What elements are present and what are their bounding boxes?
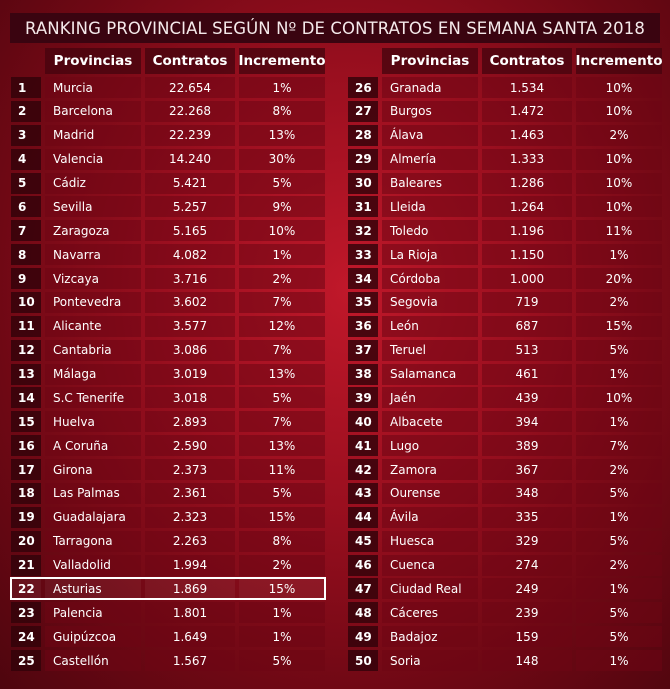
rank-cell: 21 (11, 555, 41, 576)
contratos-cell: 14.240 (145, 149, 235, 170)
rank-cell: 40 (348, 411, 378, 432)
incremento-cell: 5% (576, 340, 662, 361)
incremento-header: Incremento (576, 48, 662, 74)
incremento-cell: 5% (576, 602, 662, 623)
contratos-cell: 1.801 (145, 602, 235, 623)
incremento-cell: 30% (239, 149, 325, 170)
provincia-cell: Valladolid (45, 555, 141, 576)
table-row (348, 149, 662, 170)
rank-cell: 6 (11, 196, 41, 217)
provincia-cell: Tarragona (45, 531, 141, 552)
incremento-cell: 2% (239, 268, 325, 289)
contratos-cell: 1.196 (482, 220, 572, 241)
table-row (11, 268, 325, 289)
rank-cell: 45 (348, 531, 378, 552)
incremento-cell: 1% (239, 244, 325, 265)
rank-cell: 49 (348, 626, 378, 647)
provincia-cell: Cantabria (45, 340, 141, 361)
provincia-cell: Huelva (45, 411, 141, 432)
incremento-cell: 1% (239, 77, 325, 98)
contratos-cell: 2.590 (145, 435, 235, 456)
table-row (11, 626, 325, 647)
provincia-cell: Ciudad Real (382, 578, 478, 599)
contratos-cell: 719 (482, 292, 572, 313)
contratos-cell: 687 (482, 316, 572, 337)
incremento-cell: 2% (239, 555, 325, 576)
table-row (11, 411, 325, 432)
provincia-cell: Ourense (382, 483, 478, 504)
rank-cell: 5 (11, 173, 41, 194)
provincia-cell: Valencia (45, 149, 141, 170)
provincia-cell: Albacete (382, 411, 478, 432)
table-row (11, 602, 325, 623)
provincia-cell: Burgos (382, 101, 478, 122)
rank-cell: 32 (348, 220, 378, 241)
incremento-cell: 5% (239, 387, 325, 408)
incremento-cell: 7% (239, 292, 325, 313)
provincia-cell: Lugo (382, 435, 478, 456)
table-header (11, 48, 325, 74)
incremento-cell: 12% (239, 316, 325, 337)
contratos-cell: 394 (482, 411, 572, 432)
rank-cell: 43 (348, 483, 378, 504)
provincia-cell: Zaragoza (45, 220, 141, 241)
contratos-cell: 5.421 (145, 173, 235, 194)
provincia-cell: Jaén (382, 387, 478, 408)
contratos-cell: 1.286 (482, 173, 572, 194)
rank-cell: 31 (348, 196, 378, 217)
table-row (348, 626, 662, 647)
table-row (348, 650, 662, 671)
incremento-cell: 10% (576, 101, 662, 122)
table-row (11, 507, 325, 528)
incremento-cell: 13% (239, 435, 325, 456)
table-row (348, 125, 662, 146)
rank-cell: 25 (11, 650, 41, 671)
provincia-cell: Soria (382, 650, 478, 671)
contratos-cell: 148 (482, 650, 572, 671)
rank-cell: 36 (348, 316, 378, 337)
table-row (11, 173, 325, 194)
contratos-cell: 2.373 (145, 459, 235, 480)
table-row (11, 555, 325, 576)
contratos-cell: 5.257 (145, 196, 235, 217)
table-row (348, 220, 662, 241)
rank-cell: 47 (348, 578, 378, 599)
incremento-cell: 15% (576, 316, 662, 337)
table-row (11, 531, 325, 552)
rank-cell: 37 (348, 340, 378, 361)
rank-cell: 19 (11, 507, 41, 528)
table-row (348, 77, 662, 98)
rank-cell: 18 (11, 483, 41, 504)
incremento-header: Incremento (239, 48, 325, 74)
contratos-cell: 1.000 (482, 268, 572, 289)
contratos-cell: 3.086 (145, 340, 235, 361)
contratos-cell: 1.333 (482, 149, 572, 170)
provincia-cell: A Coruña (45, 435, 141, 456)
rank-cell: 3 (11, 125, 41, 146)
table-row (348, 316, 662, 337)
table-row (348, 531, 662, 552)
table-row (11, 101, 325, 122)
incremento-cell: 2% (576, 125, 662, 146)
incremento-cell: 7% (576, 435, 662, 456)
incremento-cell: 1% (576, 578, 662, 599)
incremento-cell: 5% (239, 483, 325, 504)
incremento-cell: 15% (239, 578, 325, 599)
table-row (348, 173, 662, 194)
table-row (11, 196, 325, 217)
rank-cell: 14 (11, 387, 41, 408)
incremento-cell: 2% (576, 292, 662, 313)
contratos-cell: 1.649 (145, 626, 235, 647)
incremento-cell: 10% (576, 77, 662, 98)
table-row (348, 292, 662, 313)
contratos-cell: 367 (482, 459, 572, 480)
incremento-cell: 10% (576, 387, 662, 408)
incremento-cell: 5% (576, 483, 662, 504)
contratos-cell: 389 (482, 435, 572, 456)
contratos-cell: 3.602 (145, 292, 235, 313)
rank-cell: 7 (11, 220, 41, 241)
contratos-cell: 513 (482, 340, 572, 361)
incremento-cell: 1% (576, 364, 662, 385)
table-row (11, 459, 325, 480)
contratos-cell: 2.323 (145, 507, 235, 528)
table-row (348, 387, 662, 408)
incremento-cell: 7% (239, 340, 325, 361)
provincia-cell: Almería (382, 149, 478, 170)
contratos-cell: 1.869 (145, 578, 235, 599)
table-row (11, 220, 325, 241)
provincia-cell: Navarra (45, 244, 141, 265)
ranking-table-right (348, 48, 662, 674)
provincia-cell: Granada (382, 77, 478, 98)
ranking-table-left (11, 48, 325, 674)
provincia-cell: Madrid (45, 125, 141, 146)
table-body (11, 77, 325, 671)
incremento-cell: 10% (576, 196, 662, 217)
table-row (348, 411, 662, 432)
rank-cell: 20 (11, 531, 41, 552)
contratos-cell: 5.165 (145, 220, 235, 241)
incremento-cell: 9% (239, 196, 325, 217)
provincia-cell: Toledo (382, 220, 478, 241)
provincia-cell: S.C Tenerife (45, 387, 141, 408)
table-header (348, 48, 662, 74)
table-row (11, 77, 325, 98)
rank-header (11, 48, 41, 74)
provincia-cell: Badajoz (382, 626, 478, 647)
contratos-cell: 22.268 (145, 101, 235, 122)
table-row (348, 435, 662, 456)
contratos-cell: 348 (482, 483, 572, 504)
rank-cell: 24 (11, 626, 41, 647)
provincia-cell: Lleida (382, 196, 478, 217)
table-row (11, 364, 325, 385)
incremento-cell: 5% (239, 650, 325, 671)
incremento-cell: 1% (576, 411, 662, 432)
rank-cell: 2 (11, 101, 41, 122)
rank-cell: 28 (348, 125, 378, 146)
table-row (348, 364, 662, 385)
table-row (348, 578, 662, 599)
rank-cell: 4 (11, 149, 41, 170)
table-row (348, 483, 662, 504)
contratos-cell: 3.018 (145, 387, 235, 408)
incremento-cell: 5% (576, 626, 662, 647)
rank-cell: 35 (348, 292, 378, 313)
incremento-cell: 5% (576, 531, 662, 552)
rank-header (348, 48, 378, 74)
rank-cell: 16 (11, 435, 41, 456)
rank-cell: 46 (348, 555, 378, 576)
provincia-cell: Cádiz (45, 173, 141, 194)
provincia-cell: Baleares (382, 173, 478, 194)
rank-cell: 38 (348, 364, 378, 385)
table-body (348, 77, 662, 671)
table-row (11, 149, 325, 170)
table-row (11, 435, 325, 456)
incremento-cell: 1% (239, 626, 325, 647)
incremento-cell: 10% (239, 220, 325, 241)
contratos-cell: 3.019 (145, 364, 235, 385)
rank-cell: 13 (11, 364, 41, 385)
provincia-cell: Castellón (45, 650, 141, 671)
table-row (348, 244, 662, 265)
rank-cell: 44 (348, 507, 378, 528)
provincia-cell: Huesca (382, 531, 478, 552)
incremento-cell: 11% (239, 459, 325, 480)
provincia-cell: Girona (45, 459, 141, 480)
page-title: RANKING PROVINCIAL SEGÚN Nº DE CONTRATOS EN SEMANA SANTA 2018 (10, 13, 660, 43)
contratos-cell: 3.577 (145, 316, 235, 337)
rank-cell: 23 (11, 602, 41, 623)
contratos-header: Contratos (145, 48, 235, 74)
table-row (11, 125, 325, 146)
contratos-cell: 159 (482, 626, 572, 647)
provincia-cell: Salamanca (382, 364, 478, 385)
table-row (11, 292, 325, 313)
incremento-cell: 13% (239, 364, 325, 385)
provincia-cell: Sevilla (45, 196, 141, 217)
provincia-cell: Guadalajara (45, 507, 141, 528)
rank-cell: 30 (348, 173, 378, 194)
provincia-cell: Vizcaya (45, 268, 141, 289)
provincia-cell: Zamora (382, 459, 478, 480)
provincia-cell: Córdoba (382, 268, 478, 289)
provincia-cell: León (382, 316, 478, 337)
table-row (348, 196, 662, 217)
provincia-cell: Palencia (45, 602, 141, 623)
rank-cell: 34 (348, 268, 378, 289)
rank-cell: 12 (11, 340, 41, 361)
table-row (11, 387, 325, 408)
table-row (348, 340, 662, 361)
rank-cell: 42 (348, 459, 378, 480)
incremento-cell: 15% (239, 507, 325, 528)
contratos-cell: 1.264 (482, 196, 572, 217)
contratos-cell: 1.472 (482, 101, 572, 122)
provincias-header: Provincias (45, 48, 141, 74)
provincia-cell: La Rioja (382, 244, 478, 265)
incremento-cell: 8% (239, 101, 325, 122)
rank-cell: 41 (348, 435, 378, 456)
rank-cell: 15 (11, 411, 41, 432)
table-row (11, 483, 325, 504)
contratos-cell: 1.567 (145, 650, 235, 671)
incremento-cell: 10% (576, 173, 662, 194)
contratos-cell: 274 (482, 555, 572, 576)
contratos-cell: 1.994 (145, 555, 235, 576)
rank-cell: 39 (348, 387, 378, 408)
contratos-cell: 22.654 (145, 77, 235, 98)
rank-cell: 50 (348, 650, 378, 671)
rank-cell: 11 (11, 316, 41, 337)
table-row (348, 555, 662, 576)
contratos-cell: 2.263 (145, 531, 235, 552)
incremento-cell: 13% (239, 125, 325, 146)
incremento-cell: 1% (239, 602, 325, 623)
provincia-cell: Pontevedra (45, 292, 141, 313)
provincia-cell: Álava (382, 125, 478, 146)
incremento-cell: 2% (576, 459, 662, 480)
incremento-cell: 11% (576, 220, 662, 241)
contratos-cell: 22.239 (145, 125, 235, 146)
incremento-cell: 1% (576, 507, 662, 528)
contratos-cell: 249 (482, 578, 572, 599)
contratos-cell: 2.361 (145, 483, 235, 504)
incremento-cell: 1% (576, 244, 662, 265)
rank-cell: 48 (348, 602, 378, 623)
table-row (11, 340, 325, 361)
incremento-cell: 8% (239, 531, 325, 552)
provincia-cell: Las Palmas (45, 483, 141, 504)
provincia-cell: Cuenca (382, 555, 478, 576)
contratos-header: Contratos (482, 48, 572, 74)
contratos-cell: 1.463 (482, 125, 572, 146)
provincia-cell: Teruel (382, 340, 478, 361)
contratos-cell: 239 (482, 602, 572, 623)
provincia-cell: Cáceres (382, 602, 478, 623)
contratos-cell: 3.716 (145, 268, 235, 289)
provincia-cell: Málaga (45, 364, 141, 385)
rank-cell: 8 (11, 244, 41, 265)
incremento-cell: 7% (239, 411, 325, 432)
contratos-cell: 4.082 (145, 244, 235, 265)
table-row (348, 101, 662, 122)
rank-cell: 10 (11, 292, 41, 313)
provincia-cell: Asturias (45, 578, 141, 599)
incremento-cell: 10% (576, 149, 662, 170)
table-row (11, 316, 325, 337)
table-row (348, 459, 662, 480)
rank-cell: 29 (348, 149, 378, 170)
provincia-cell: Alicante (45, 316, 141, 337)
contratos-cell: 2.893 (145, 411, 235, 432)
rank-cell: 26 (348, 77, 378, 98)
contratos-cell: 461 (482, 364, 572, 385)
contratos-cell: 1.150 (482, 244, 572, 265)
incremento-cell: 5% (239, 173, 325, 194)
table-row-highlighted (11, 578, 325, 599)
rank-cell: 1 (11, 77, 41, 98)
rank-cell: 27 (348, 101, 378, 122)
provincia-cell: Ávila (382, 507, 478, 528)
rank-cell: 9 (11, 268, 41, 289)
contratos-cell: 439 (482, 387, 572, 408)
table-row (348, 602, 662, 623)
incremento-cell: 20% (576, 268, 662, 289)
rank-cell: 33 (348, 244, 378, 265)
provincia-cell: Segovia (382, 292, 478, 313)
provincia-cell: Barcelona (45, 101, 141, 122)
table-row (11, 244, 325, 265)
contratos-cell: 1.534 (482, 77, 572, 98)
contratos-cell: 335 (482, 507, 572, 528)
rank-cell: 22 (11, 578, 41, 599)
table-row (348, 268, 662, 289)
incremento-cell: 1% (576, 650, 662, 671)
provincias-header: Provincias (382, 48, 478, 74)
incremento-cell: 2% (576, 555, 662, 576)
provincia-cell: Murcia (45, 77, 141, 98)
table-row (11, 650, 325, 671)
provincia-cell: Guipúzcoa (45, 626, 141, 647)
table-row (348, 507, 662, 528)
contratos-cell: 329 (482, 531, 572, 552)
rank-cell: 17 (11, 459, 41, 480)
